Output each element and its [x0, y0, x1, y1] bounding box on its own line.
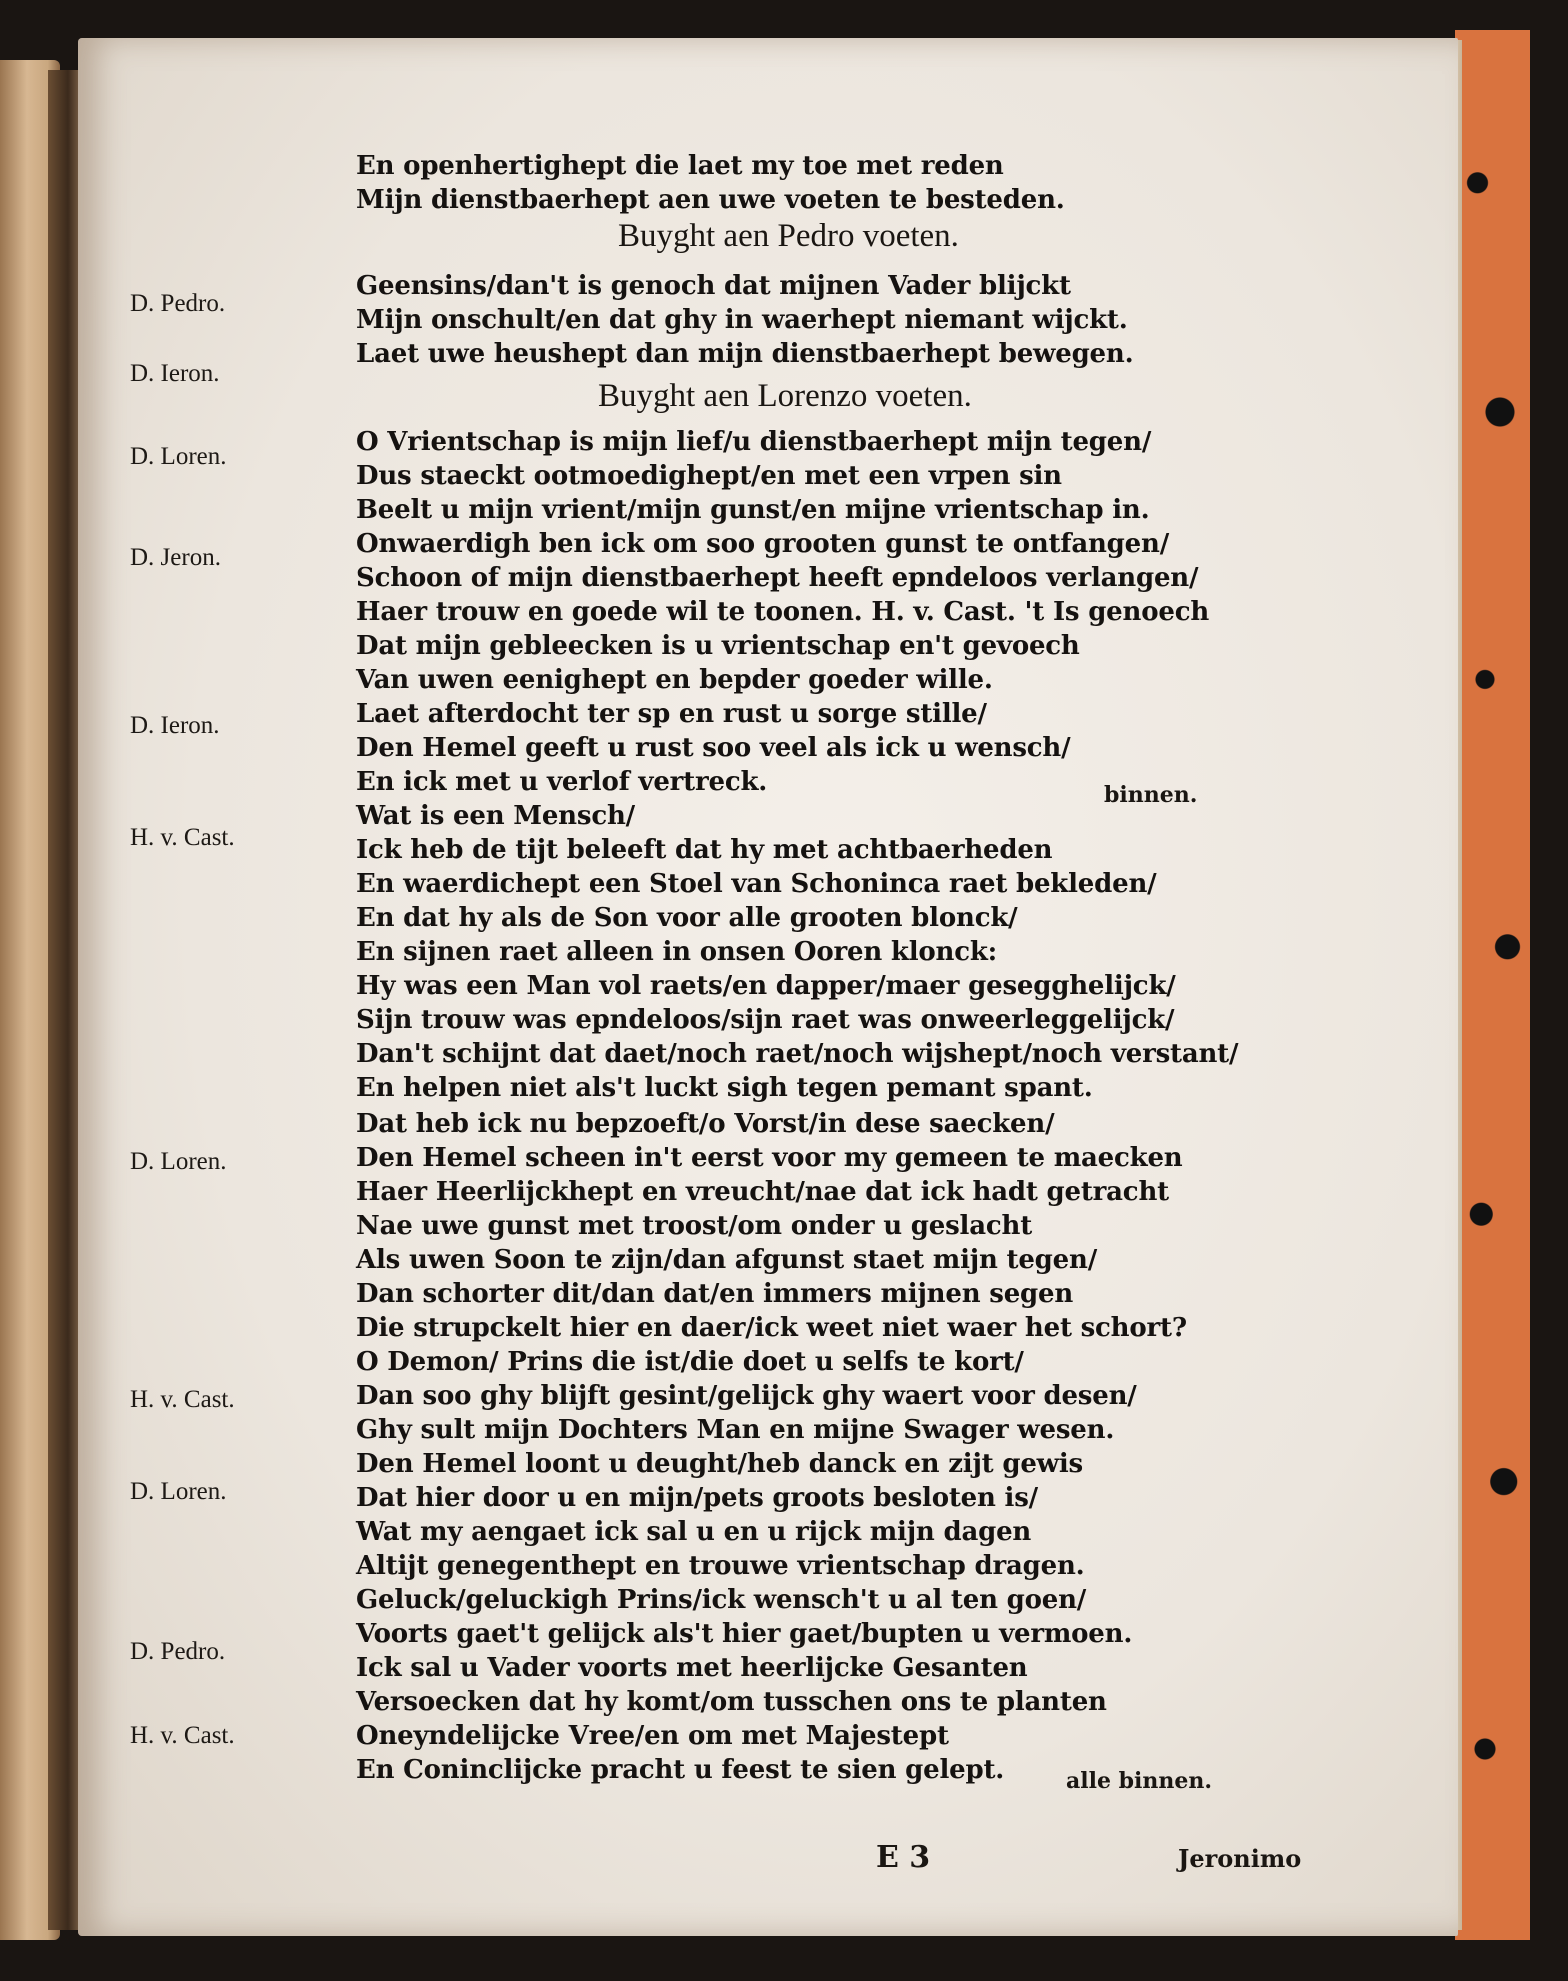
verse-line: Voorts gaet't gelijck als't hier gaet/bupten u vermoen.: [356, 1619, 1133, 1649]
speaker-label: H. v. Cast.: [130, 1722, 235, 1749]
verse-line: En sijnen raet alleen in onsen Ooren klonck:: [356, 937, 998, 967]
verse-line: En helpen niet als't luckt sigh tegen pemant spant.: [356, 1073, 1093, 1103]
verse-line: En dat hy als de Son voor alle grooten blonck/: [356, 903, 1018, 933]
verse-line: Mijn onschult/en dat ghy in waerhept niemant wijckt.: [356, 305, 1128, 335]
verse-line: Dat heb ick nu bepzoeft/o Vorst/in dese saecken/: [356, 1109, 1055, 1139]
exit-direction: binnen.: [1104, 782, 1198, 808]
book-page: [78, 38, 1458, 1936]
verse-line: Wat my aengaet ick sal u en u rijck mijn dagen: [356, 1517, 1032, 1547]
verse-line: Nae uwe gunst met troost/om onder u geslacht: [356, 1211, 1033, 1241]
verse-line: En waerdichept een Stoel van Schoninca raet bekleden/: [356, 869, 1157, 899]
verse-line: Haer Heerlijckhept en vreucht/nae dat ick hadt getracht: [356, 1177, 1169, 1207]
verse-line: En openhertighept die laet my toe met reden: [356, 151, 1004, 181]
verse-line: Den Hemel scheen in't eerst voor my gemeen te maecken: [356, 1143, 1183, 1173]
verse-line: Hy was een Man vol raets/en dapper/maer gesegghelijck/: [356, 971, 1176, 1001]
verse-line: Als uwen Soon te zijn/dan afgunst staet mijn tegen/: [356, 1245, 1098, 1275]
verse-line: Ick heb de tijt beleeft dat hy met achtbaerheden: [356, 835, 1053, 865]
verse-line: Versoecken dat hy komt/om tusschen ons te planten: [356, 1687, 1107, 1717]
verse-line: Mijn dienstbaerhept aen uwe voeten te besteden.: [356, 185, 1065, 215]
verse-line: Ick sal u Vader voorts met heerlijcke Gesanten: [356, 1653, 1028, 1683]
verse-line: Ghy sult mijn Dochters Man en mijne Swager wesen.: [356, 1415, 1115, 1445]
speaker-label: D. Loren.: [130, 1148, 227, 1175]
speaker-label: H. v. Cast.: [130, 1386, 235, 1413]
verse-line: Dan schorter dit/dan dat/en immers mijnen segen: [356, 1279, 1074, 1309]
verse-line: Dus staeckt ootmoedighept/en met een vrpen sin: [356, 461, 1062, 491]
catchword: Jeronimo: [1178, 1844, 1302, 1873]
verse-line: En Coninclijcke pracht u feest te sien gelept.: [356, 1755, 1005, 1785]
verse-line: O Vrientschap is mijn lief/u dienstbaerhept mijn tegen/: [356, 427, 1152, 457]
verse-line: Den Hemel geeft u rust soo veel als ick u wensch/: [356, 733, 1071, 763]
verse-line: Schoon of mijn dienstbaerhept heeft epndeloos verlangen/: [356, 563, 1199, 593]
speaker-label: D. Ieron.: [130, 360, 220, 387]
speaker-label: D. Pedro.: [130, 1638, 226, 1665]
stage-direction: Buyght aen Pedro voeten.: [618, 218, 959, 254]
speaker-label: D. Loren.: [130, 443, 227, 470]
speaker-label: H. v. Cast.: [130, 824, 235, 851]
verse-line: Den Hemel loont u deught/heb danck en zijt gewis: [356, 1449, 1083, 1479]
speaker-label: D. Jeron.: [130, 544, 221, 571]
marbled-cover: [1455, 30, 1530, 1940]
speaker-label: D. Loren.: [130, 1478, 227, 1505]
verse-line: O Demon/ Prins die ist/die doet u selfs te kort/: [356, 1347, 1024, 1377]
verse-line: Geluck/geluckigh Prins/ick wensch't u al ten goen/: [356, 1585, 1087, 1615]
verse-line: En ick met u verlof vertreck.: [356, 767, 768, 797]
verse-line: Wat is een Mensch/: [356, 801, 635, 831]
verse-line: Dan't schijnt dat daet/noch raet/noch wijshept/noch verstant/: [356, 1039, 1239, 1069]
verse-line: Oneyndelijcke Vree/en om met Majestept: [356, 1721, 949, 1751]
verse-line: Dat mijn gebleecken is u vrientschap en't gevoech: [356, 631, 1080, 661]
verse-line: Laet uwe heushept dan mijn dienstbaerhept bewegen.: [356, 339, 1134, 369]
verse-line: Haer trouw en goede wil te toonen. H. v. Cast. 't Is genoech: [356, 597, 1210, 627]
verse-line: Dat hier door u en mijn/pets groots besloten is/: [356, 1483, 1038, 1513]
speaker-label: D. Pedro.: [130, 290, 226, 317]
page-text: [78, 38, 1458, 1936]
verse-line: Altijt genegenthept en trouwe vrientschap dragen.: [356, 1551, 1085, 1581]
signature-mark: E 3: [876, 1840, 931, 1875]
verse-line: Van uwen eenighept en bepder goeder wille.: [356, 665, 993, 695]
stage-direction: Buyght aen Lorenzo voeten.: [598, 378, 972, 414]
verse-line: Sijn trouw was epndeloos/sijn raet was onweerleggelijck/: [356, 1005, 1175, 1035]
verse-line: Geensins/dan't is genoch dat mijnen Vader blijckt: [356, 271, 1071, 301]
verse-line: Die strupckelt hier en daer/ick weet niet waer het schort?: [356, 1313, 1187, 1343]
verse-line: Onwaerdigh ben ick om soo grooten gunst te ontfangen/: [356, 529, 1170, 559]
verse-line: Laet afterdocht ter sp en rust u sorge stille/: [356, 699, 987, 729]
exit-direction: alle binnen.: [1066, 1768, 1213, 1794]
speaker-label: D. Ieron.: [130, 712, 220, 739]
verse-line: Dan soo ghy blijft gesint/gelijck ghy waert voor desen/: [356, 1381, 1137, 1411]
verse-line: Beelt u mijn vrient/mijn gunst/en mijne vrientschap in.: [356, 495, 1150, 525]
